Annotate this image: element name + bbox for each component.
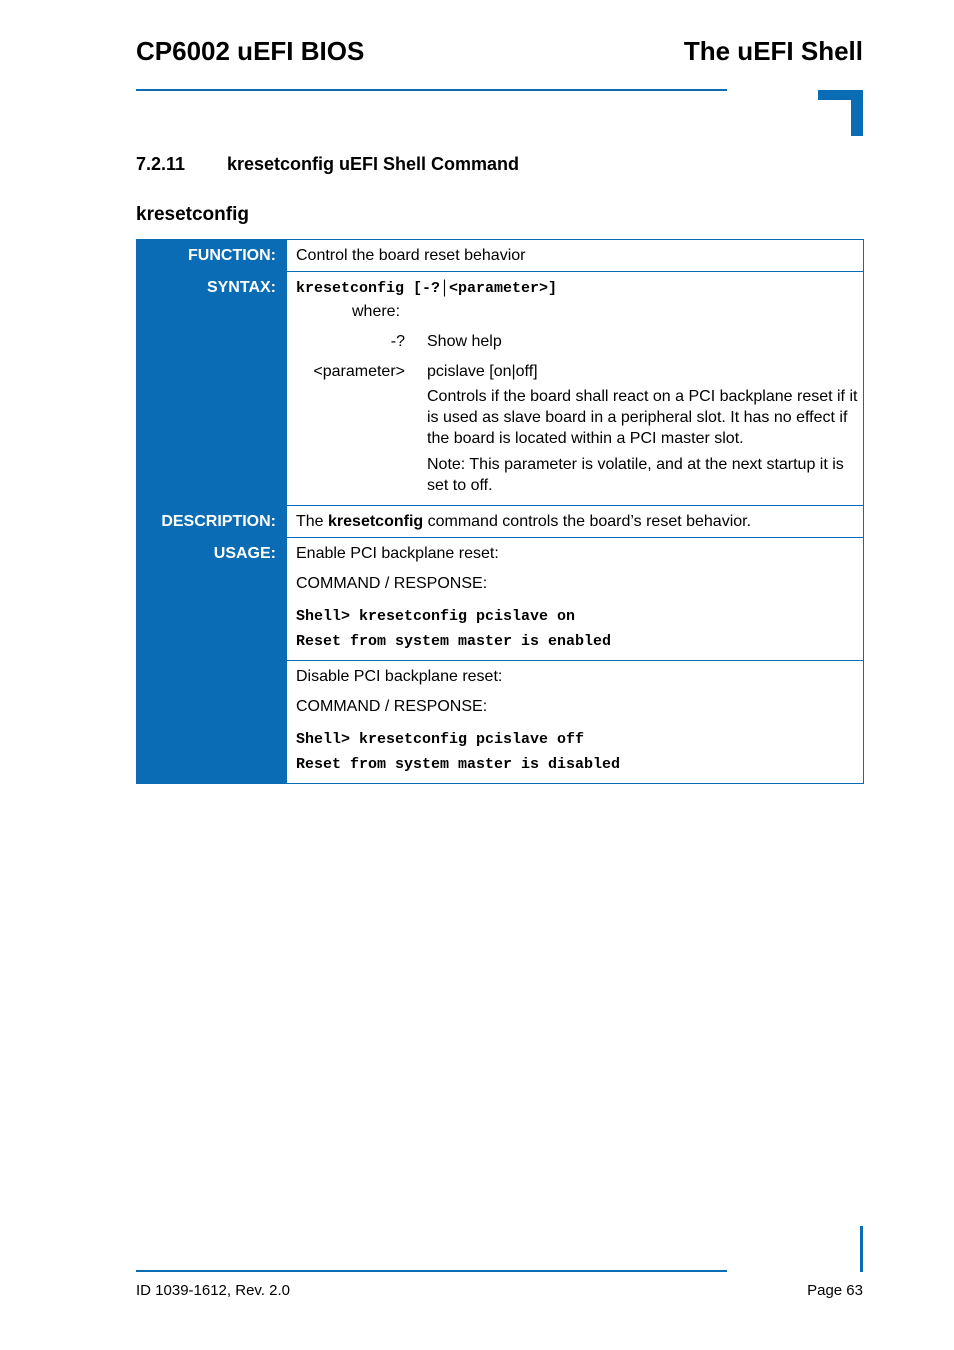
usage-title: Disable PCI backplane reset: (296, 668, 503, 685)
syntax-row (137, 272, 864, 506)
description-suffix: command controls the board’s reset behavior. (423, 513, 752, 530)
function-text: Control the board reset behavior (296, 247, 526, 264)
description-prefix: The (296, 513, 329, 530)
parameter-description: Controls if the board shall react on a PCI backplane reset if it is used as slave board in a peripheral slot. It has no effect if the board is located within a PCI master slot. (427, 388, 858, 447)
command-table (136, 239, 864, 784)
help-option-key: -? (390, 333, 405, 350)
usage-caption: COMMAND / RESPONSE: (296, 698, 488, 715)
usage-response: Reset from system master is disabled (296, 756, 621, 773)
usage-example-disable (287, 661, 864, 784)
footer-rule (136, 1270, 727, 1272)
function-row (137, 240, 864, 272)
syntax-command: kresetconfig [-?│<parameter>] (296, 280, 558, 297)
description-label: DESCRIPTION: (137, 506, 287, 538)
syntax-where: where: (352, 303, 401, 320)
document-title: CP6002 uEFI BIOS (136, 36, 365, 66)
section-number: 7.2.11 (136, 154, 186, 174)
section-title: kresetconfig uEFI Shell Command (227, 154, 520, 174)
help-option-text: Show help (427, 333, 502, 350)
usage-label: USAGE: (137, 538, 287, 784)
parameter-value: pcislave [on|off] (427, 363, 538, 380)
usage-row-enable (137, 538, 864, 661)
usage-caption: COMMAND / RESPONSE: (296, 575, 488, 592)
description-row (137, 506, 864, 538)
usage-response: Reset from system master is enabled (296, 633, 612, 650)
usage-title: Enable PCI backplane reset: (296, 545, 499, 562)
command-subheading: kresetconfig (136, 204, 249, 225)
description-keyword: kresetconfig (328, 513, 424, 530)
parameter-key: <parameter> (313, 363, 405, 380)
usage-command: Shell> kresetconfig pcislave on (296, 608, 576, 625)
header-rule (136, 89, 727, 91)
function-value (287, 240, 864, 272)
syntax-params (296, 331, 858, 496)
corner-mark-top-vertical (851, 90, 863, 136)
parameter-note: Note: This parameter is volatile, and at the next startup it is set to off. (427, 456, 844, 494)
chapter-title: The uEFI Shell (683, 36, 863, 66)
description-text (296, 512, 858, 531)
page-number: Page 63 (807, 1282, 863, 1299)
syntax-label: SYNTAX: (137, 272, 287, 506)
usage-command: Shell> kresetconfig pcislave off (296, 731, 585, 748)
document-id: ID 1039-1612, Rev. 2.0 (136, 1282, 290, 1299)
description-value (287, 506, 864, 538)
function-label: FUNCTION: (137, 240, 287, 272)
corner-mark-bottom (860, 1226, 863, 1272)
syntax-value (287, 272, 864, 506)
usage-example-enable (287, 538, 864, 661)
